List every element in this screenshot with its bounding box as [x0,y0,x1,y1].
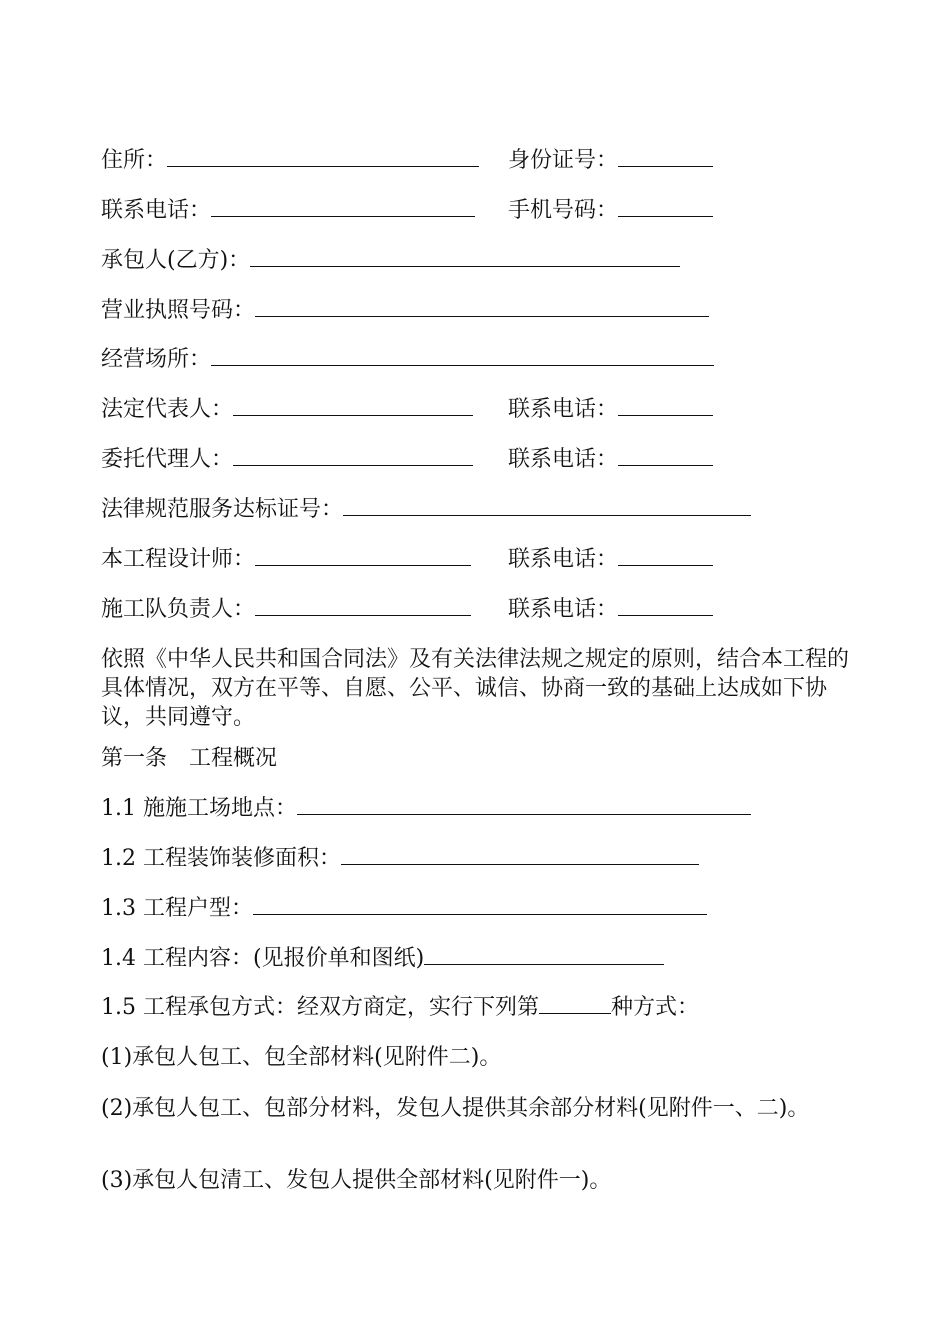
legal-rep-label: 法定代表人： [101,397,234,422]
team-leader-label: 施工队负责人： [101,597,256,622]
contractor-blank[interactable] [250,247,680,267]
id-number-field [508,147,713,175]
mobile-label: 手机号码： [508,198,619,223]
designer-phone-label: 联系电话： [508,547,619,572]
item-1-1-label: 1.1 施施工场地点： [101,796,297,821]
item-1-4 [101,945,664,973]
option-3: (3)承包人包清工、发包人提供全部材料(见附件一)。 [101,1168,612,1193]
agent-phone-field [508,446,713,474]
legal-cert-blank[interactable] [343,496,751,516]
designer-label: 本工程设计师： [101,547,256,572]
item-1-5-post: 种方式： [610,995,699,1020]
agent-phone-blank[interactable] [618,446,713,466]
phone-blank[interactable] [211,197,475,217]
agent-label: 委托代理人： [101,447,234,472]
option-2: (2)承包人包工、包部分材料，发包人提供其余部分材料(见附件一、二)。 [101,1096,810,1121]
preamble-paragraph: 依照《中华人民共和国合同法》及有关法律法规之规定的原则，结合本工程的具体情况，双方在平等、自愿、公平、诚信、协商一致的基础上达成如下协议，共同遵守。 [101,647,850,730]
phone-label: 联系电话： [101,198,212,223]
team-leader-phone-blank[interactable] [618,596,713,616]
team-leader-phone-label: 联系电话： [508,597,619,622]
item-1-4-label: 1.4 工程内容：(见报价单和图纸) [101,946,425,971]
designer-phone-field [508,546,713,574]
team-leader-phone-field [508,596,713,624]
team-leader-blank[interactable] [255,596,471,616]
site-location-blank[interactable] [297,795,751,815]
contractor-field [101,247,680,275]
designer-field [101,546,471,574]
legal-rep-blank[interactable] [233,396,473,416]
legal-rep-phone-label: 联系电话： [508,397,619,422]
contract-mode-blank[interactable] [539,994,611,1014]
item-1-5-pre: 1.5 工程承包方式：经双方商定，实行下列第 [101,995,539,1020]
item-1-3-label: 1.3 工程户型： [101,896,253,921]
article1-heading: 第一条 工程概况 [101,746,278,771]
legal-rep-phone-blank[interactable] [618,396,713,416]
mobile-field [508,197,713,225]
business-place-field [101,346,714,374]
layout-blank[interactable] [253,895,707,915]
license-blank[interactable] [255,297,709,317]
phone-field [101,197,475,225]
id-number-blank[interactable] [618,147,713,167]
mobile-blank[interactable] [618,197,713,217]
legal-cert-label: 法律规范服务达标证号： [101,497,344,522]
business-place-label: 经营场所： [101,347,212,372]
content-blank[interactable] [424,945,664,965]
legal-rep-field [101,396,473,424]
area-blank[interactable] [341,845,699,865]
team-leader-field [101,596,471,624]
item-1-3 [101,895,707,923]
legal-rep-phone-field [508,396,713,424]
legal-cert-field [101,496,751,524]
item-1-2-label: 1.2 工程装饰装修面积： [101,846,341,871]
license-field [101,297,709,325]
residence-blank[interactable] [167,147,479,167]
designer-blank[interactable] [255,546,471,566]
agent-phone-label: 联系电话： [508,447,619,472]
item-1-5 [101,994,699,1022]
item-1-1 [101,795,751,823]
agent-field [101,446,473,474]
residence-field [101,147,479,175]
item-1-2 [101,845,699,873]
agent-blank[interactable] [233,446,473,466]
designer-phone-blank[interactable] [618,546,713,566]
residence-label: 住所： [101,148,168,173]
option-1: (1)承包人包工、包全部材料(见附件二)。 [101,1045,502,1070]
contractor-label: 承包人(乙方)： [101,248,251,273]
business-place-blank[interactable] [211,346,714,366]
license-label: 营业执照号码： [101,298,256,323]
id-number-label: 身份证号： [508,148,619,173]
